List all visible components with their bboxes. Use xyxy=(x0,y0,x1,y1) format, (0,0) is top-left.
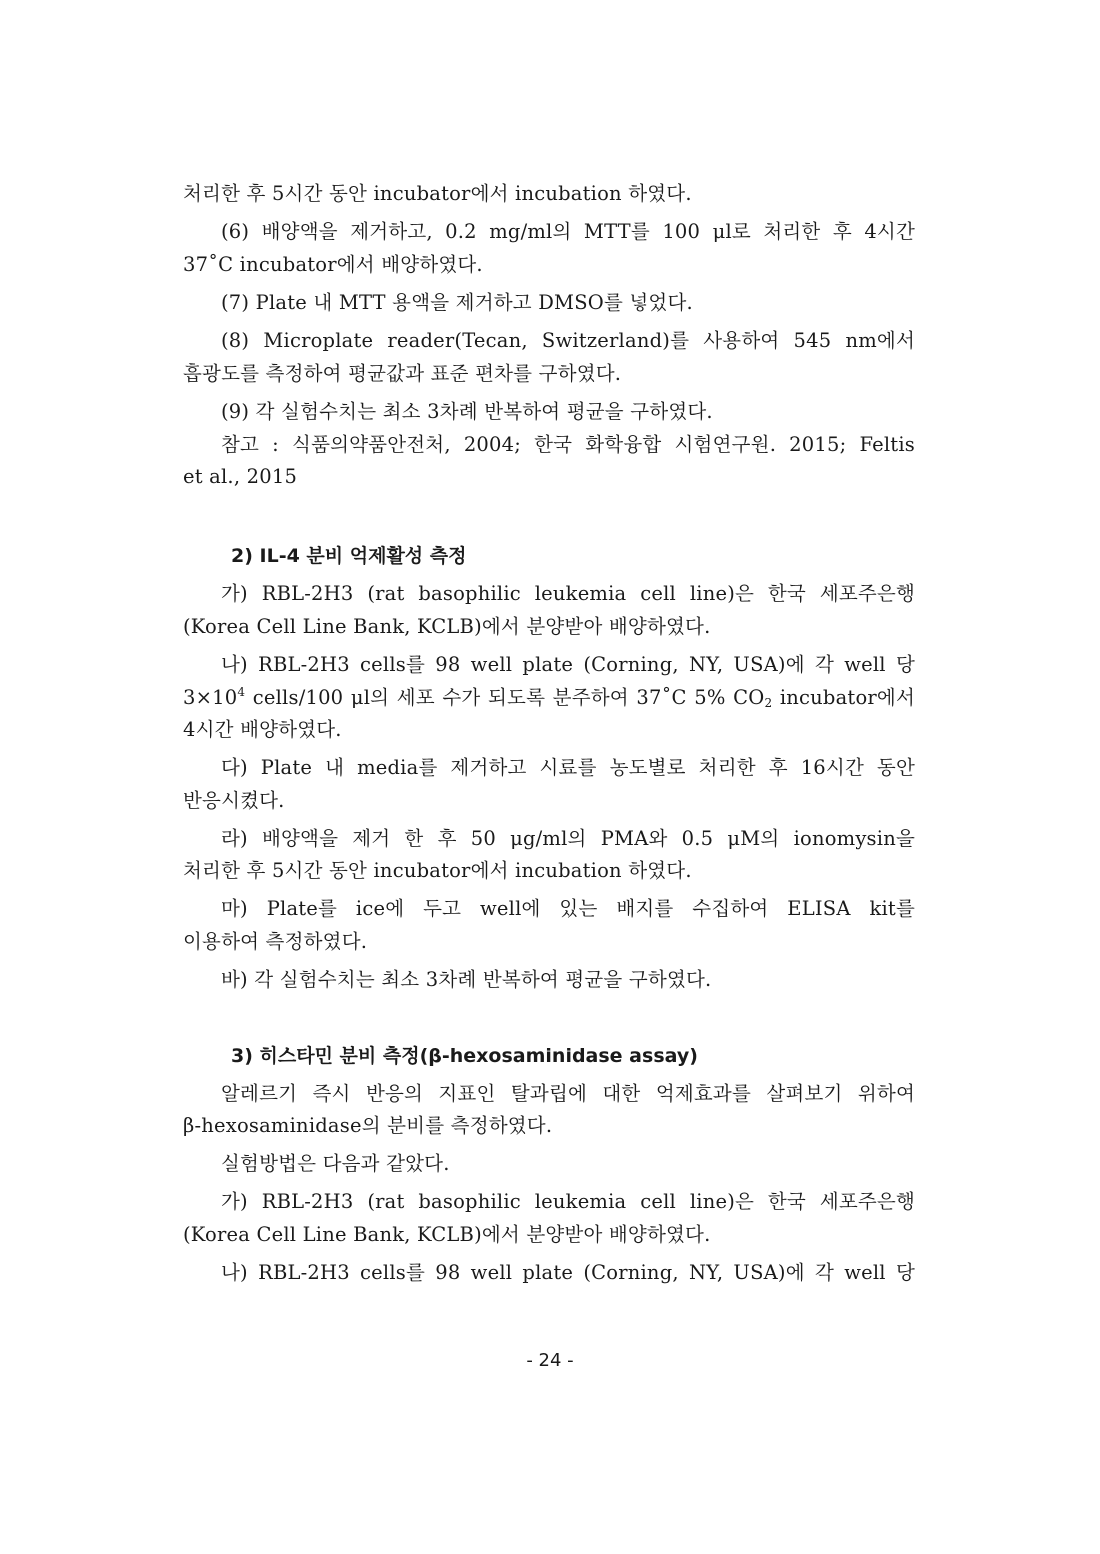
reference-line: et al., 2015 xyxy=(183,465,298,488)
reference-line: 참고 : 식품의약품안전처, 2004; 한국 화학융합 시험연구원. 2015; Feltis xyxy=(221,433,915,456)
body-line: 가) RBL-2H3 (rat basophilic leukemia cell line)은 한국 세포주은행 xyxy=(221,1190,915,1213)
body-line: (9) 각 실험수치는 최소 3차례 반복하여 평균을 구하였다. xyxy=(221,400,713,423)
body-line: 나) RBL-2H3 cells를 98 well plate (Corning, NY, USA)에 각 well 당 xyxy=(221,1261,915,1284)
cell-density: 3×10 xyxy=(183,686,238,709)
body-line: 흡광도를 측정하여 평균값과 표준 편차를 구하였다. xyxy=(183,362,622,385)
body-line: 37˚C incubator에서 배양하였다. xyxy=(183,253,483,276)
body-line: (7) Plate 내 MTT 용액을 제거하고 DMSO를 넣었다. xyxy=(221,291,693,314)
body-line: 다) Plate 내 media를 제거하고 시료를 농도별로 처리한 후 16시간 동안 xyxy=(221,756,915,779)
body-line: 가) RBL-2H3 (rat basophilic leukemia cell line)은 한국 세포주은행 xyxy=(221,582,915,605)
page-number: - 24 - xyxy=(526,1350,574,1371)
line-segment: incubator에서 xyxy=(772,686,915,709)
body-line: 반응시켰다. xyxy=(183,789,285,812)
body-line: 처리한 후 5시간 동안 incubator에서 incubation 하였다. xyxy=(183,182,692,205)
body-line: 라) 배양액을 제거 한 후 50 μg/ml의 PMA와 0.5 μM의 ionomysin을 xyxy=(221,827,915,850)
superscript: 4 xyxy=(237,685,246,699)
body-line: (Korea Cell Line Bank, KCLB)에서 분양받아 배양하였다. xyxy=(183,1223,711,1246)
body-line: 나) RBL-2H3 cells를 98 well plate (Corning, NY, USA)에 각 well 당 xyxy=(221,653,915,676)
section-heading: 2) IL-4 분비 억제활성 측정 xyxy=(231,545,467,567)
body-line: 바) 각 실험수치는 최소 3차례 반복하여 평균을 구하였다. xyxy=(221,968,712,991)
body-line: (6) 배양액을 제거하고, 0.2 mg/ml의 MTT를 100 μl로 처리한 후 4시간 xyxy=(221,220,915,243)
section-heading: 3) 히스타민 분비 측정(β-hexosaminidase assay) xyxy=(231,1045,698,1067)
body-line: (Korea Cell Line Bank, KCLB)에서 분양받아 배양하였다. xyxy=(183,615,711,638)
body-line: (8) Microplate reader(Tecan, Switzerland)를 사용하여 545 nm에서 xyxy=(221,329,915,352)
body-line: 마) Plate를 ice에 두고 well에 있는 배지를 수집하여 ELISA kit를 xyxy=(221,897,915,920)
body-line: 알레르기 즉시 반응의 지표인 탈과립에 대한 억제효과를 살펴보기 위하여 xyxy=(221,1082,915,1105)
subscript: 2 xyxy=(764,696,773,710)
body-line: 처리한 후 5시간 동안 incubator에서 incubation 하였다. xyxy=(183,859,692,882)
body-line xyxy=(183,685,915,711)
body-line: 4시간 배양하였다. xyxy=(183,718,342,741)
body-line: β-hexosaminidase의 분비를 측정하였다. xyxy=(183,1114,553,1137)
line-segment: cells/100 μl의 세포 수가 되도록 분주하여 37˚C 5% CO xyxy=(245,686,765,709)
body-line: 이용하여 측정하였다. xyxy=(183,930,368,953)
body-line: 실험방법은 다음과 같았다. xyxy=(221,1152,450,1175)
